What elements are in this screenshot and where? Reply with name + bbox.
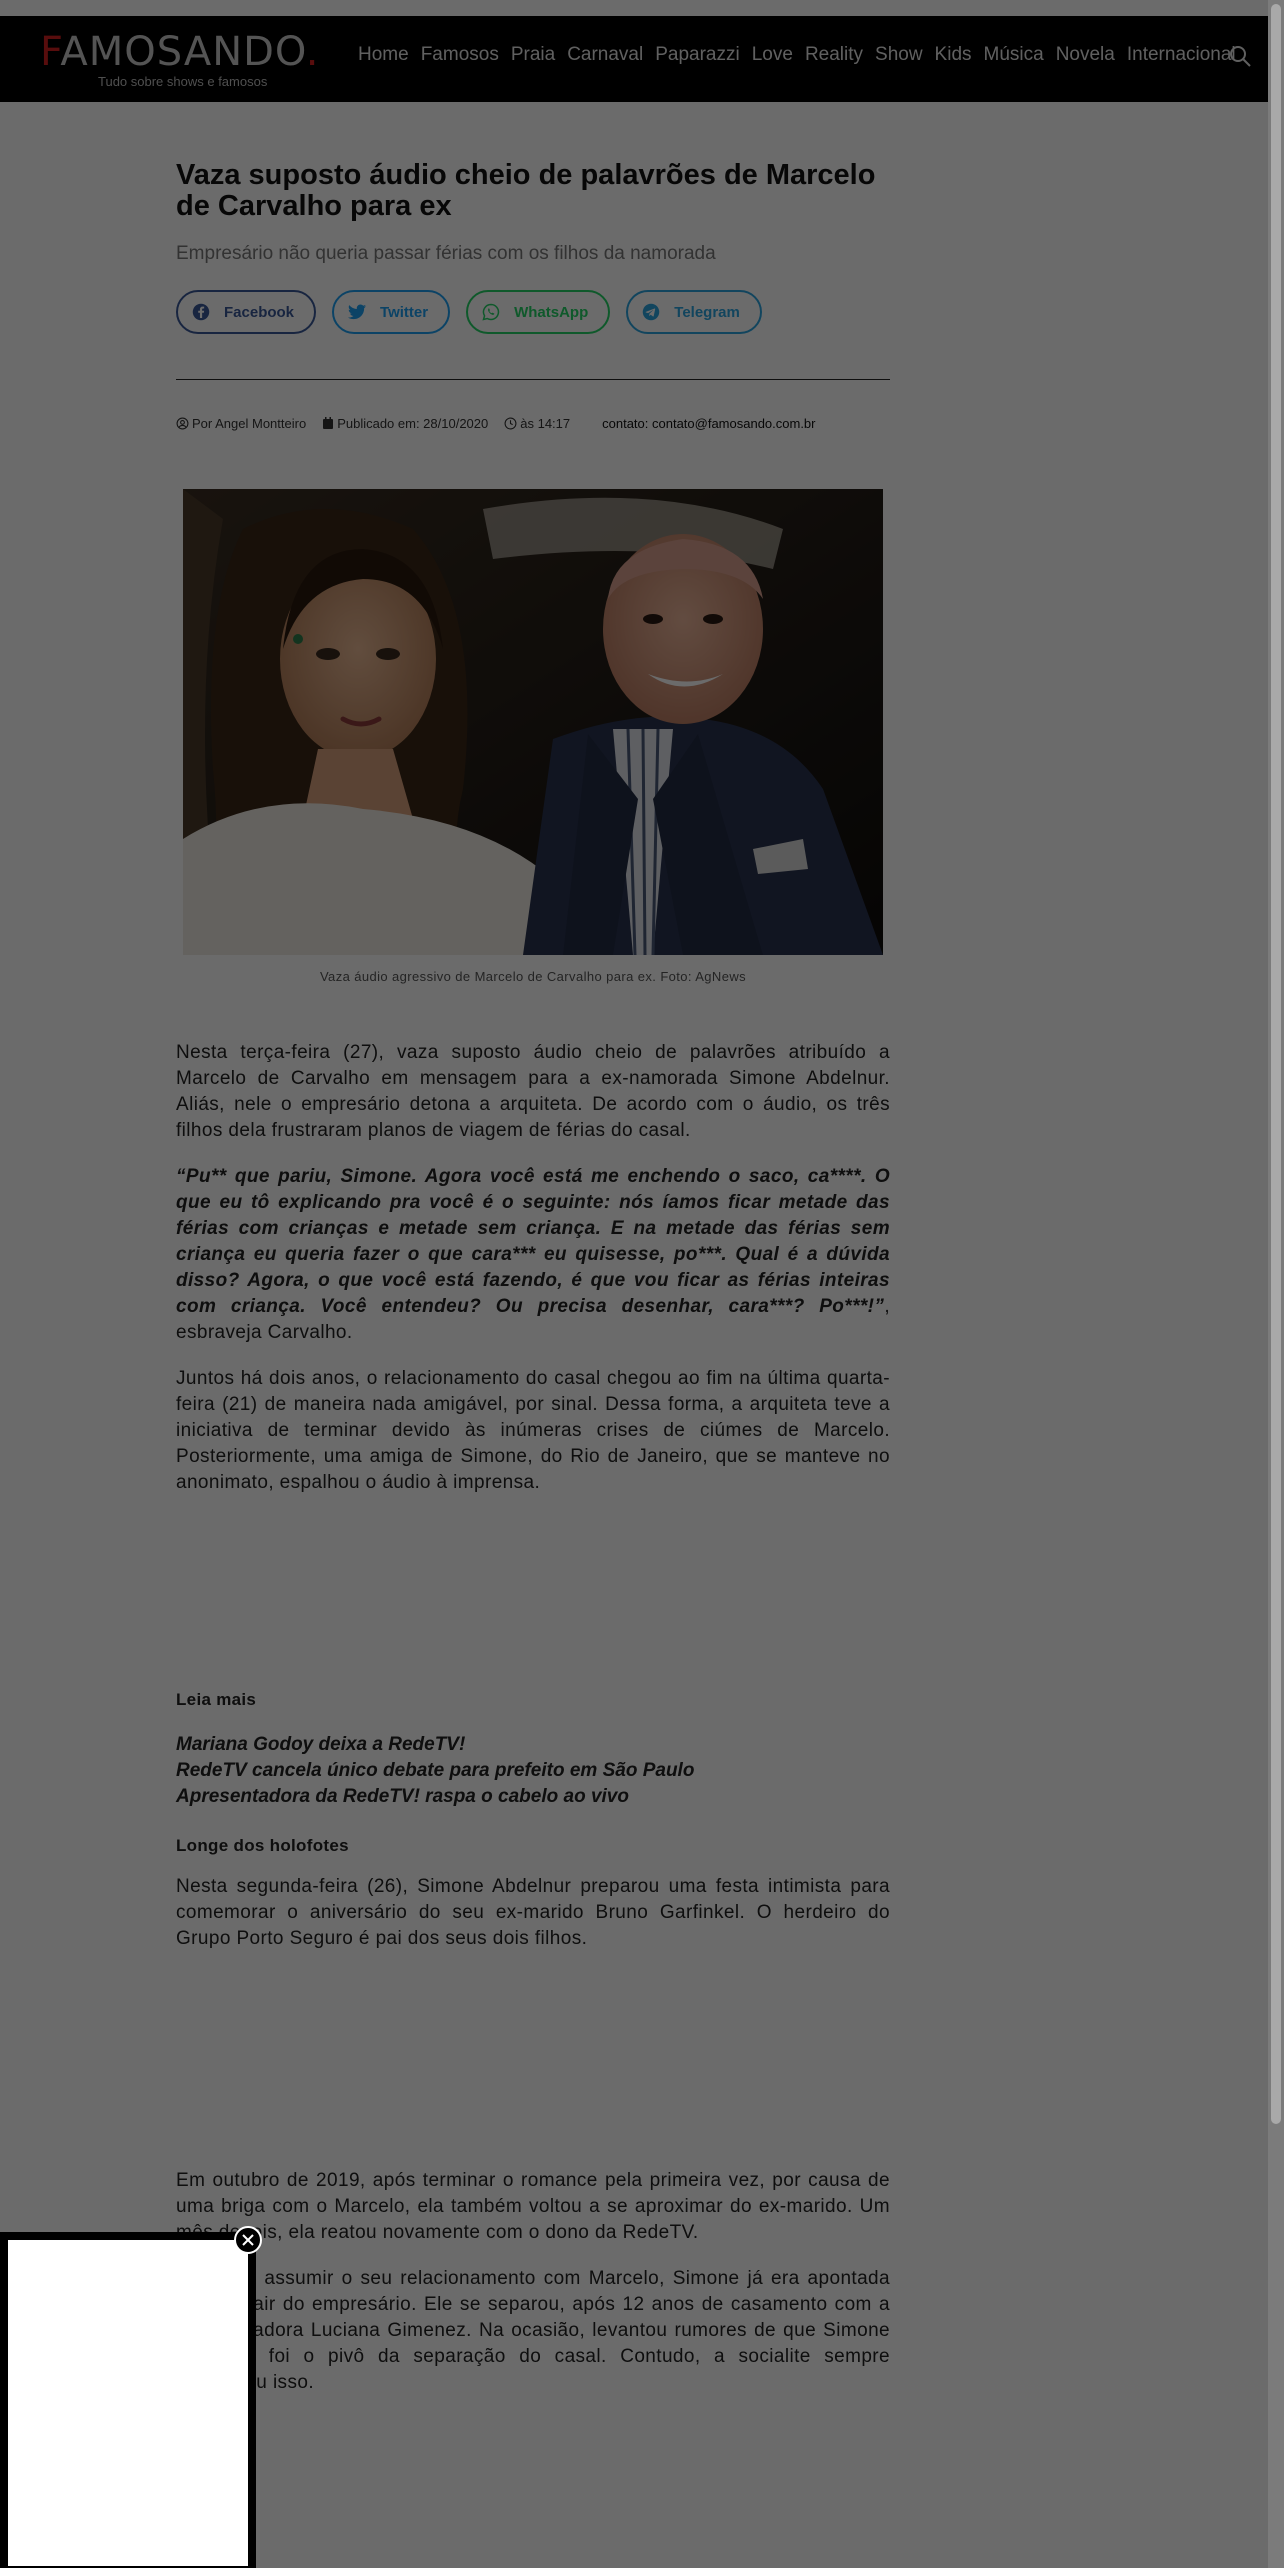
floating-ad-content[interactable]: [8, 2240, 248, 2566]
scrollbar-thumb[interactable]: [1271, 4, 1281, 2124]
close-icon: [242, 2234, 254, 2246]
page-scrollbar[interactable]: [1268, 0, 1284, 2568]
ad-close-button[interactable]: [234, 2226, 262, 2254]
floating-ad[interactable]: [0, 2232, 256, 2568]
